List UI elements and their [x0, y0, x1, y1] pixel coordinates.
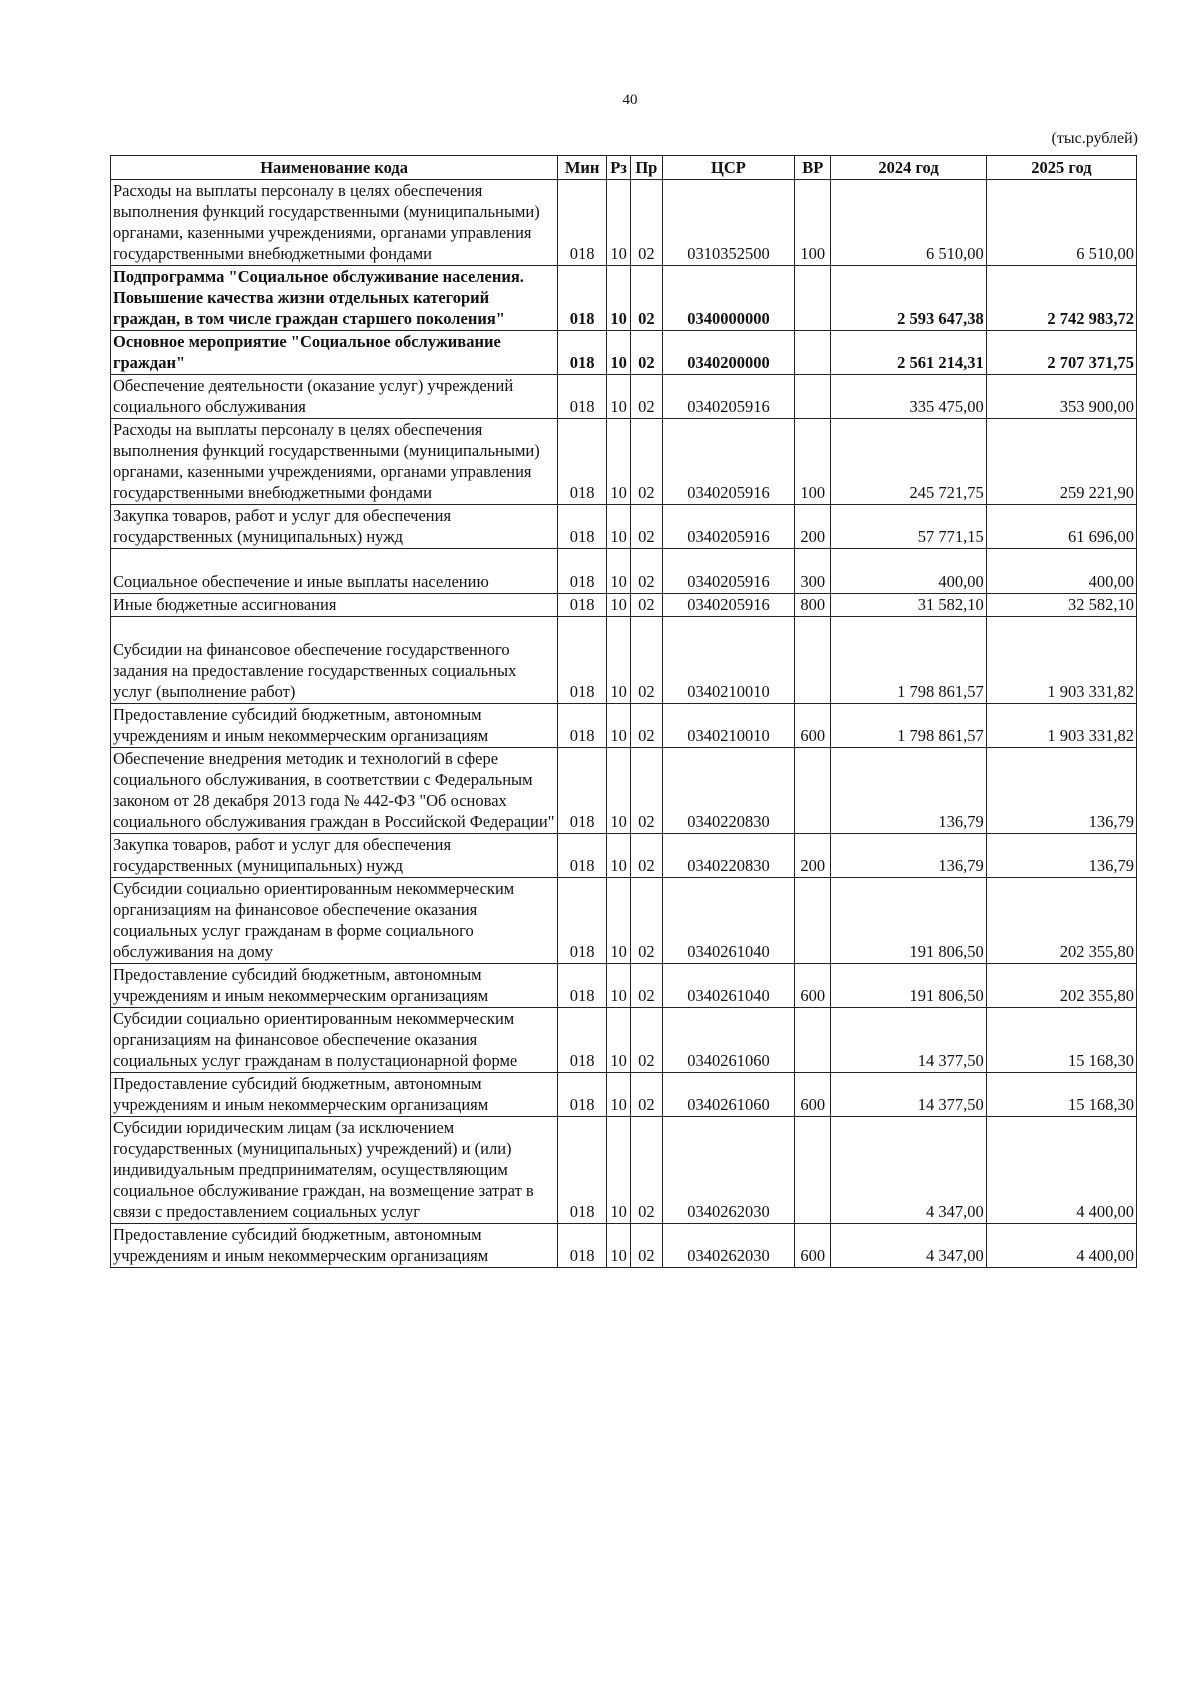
- cell-name: Субсидии социально ориентированным некоммерческим организациям на финансовое обеспечение оказания социальных услуг гражданам в полустационарной форме: [111, 1008, 558, 1073]
- cell-name: Расходы на выплаты персоналу в целях обеспечения выполнения функций государственными (муниципальными) органами, казенными учреждениями, органами управления государственными внебюджетными фондами: [111, 180, 558, 266]
- cell-min: 018: [558, 266, 607, 331]
- cell-rz: 10: [607, 419, 631, 505]
- table-row: [111, 180, 1137, 266]
- cell-2024: 136,79: [831, 748, 987, 834]
- cell-csr: 0340205916: [662, 549, 795, 594]
- cell-2025: 2 707 371,75: [986, 331, 1136, 375]
- table-row: [111, 594, 1137, 617]
- cell-pr: 02: [631, 964, 663, 1008]
- cell-name: Закупка товаров, работ и услуг для обеспечения государственных (муниципальных) нужд: [111, 834, 558, 878]
- cell-min: 018: [558, 617, 607, 704]
- cell-vr: 600: [795, 1224, 831, 1268]
- units-label: (тыс.рублей): [1051, 130, 1138, 147]
- header-rz: Рз: [607, 156, 631, 180]
- cell-name: Предоставление субсидий бюджетным, автономным учреждениям и иным некоммерческим организациям: [111, 964, 558, 1008]
- cell-2024: 191 806,50: [831, 878, 987, 964]
- cell-min: 018: [558, 834, 607, 878]
- cell-pr: 02: [631, 549, 663, 594]
- cell-csr: 0340205916: [662, 419, 795, 505]
- cell-csr: 0340261060: [662, 1008, 795, 1073]
- cell-name: Закупка товаров, работ и услуг для обеспечения государственных (муниципальных) нужд: [111, 505, 558, 549]
- cell-2024: 4 347,00: [831, 1224, 987, 1268]
- cell-2025: 1 903 331,82: [986, 617, 1136, 704]
- cell-vr: 200: [795, 834, 831, 878]
- cell-name: Предоставление субсидий бюджетным, автономным учреждениям и иным некоммерческим организациям: [111, 704, 558, 748]
- cell-2025: 15 168,30: [986, 1073, 1136, 1117]
- cell-min: 018: [558, 594, 607, 617]
- cell-vr: [795, 375, 831, 419]
- cell-csr: 0340200000: [662, 331, 795, 375]
- cell-name: Иные бюджетные ассигнования: [111, 594, 558, 617]
- cell-min: 018: [558, 505, 607, 549]
- cell-csr: 0340262030: [662, 1117, 795, 1224]
- cell-vr: 600: [795, 704, 831, 748]
- cell-min: 018: [558, 1073, 607, 1117]
- cell-2025: 15 168,30: [986, 1008, 1136, 1073]
- cell-2025: 1 903 331,82: [986, 704, 1136, 748]
- cell-csr: 0340205916: [662, 505, 795, 549]
- header-csr: ЦСР: [662, 156, 795, 180]
- cell-name: Субсидии на финансовое обеспечение государственного задания на предоставление государственных социальных услуг (выполнение работ): [111, 617, 558, 704]
- cell-rz: 10: [607, 331, 631, 375]
- cell-name: Предоставление субсидий бюджетным, автономным учреждениям и иным некоммерческим организациям: [111, 1224, 558, 1268]
- header-name: Наименование кода: [111, 156, 558, 180]
- cell-min: 018: [558, 878, 607, 964]
- cell-min: 018: [558, 375, 607, 419]
- cell-2024: 400,00: [831, 549, 987, 594]
- cell-2024: 136,79: [831, 834, 987, 878]
- table-header-row: [111, 156, 1137, 180]
- cell-csr: 0340261040: [662, 964, 795, 1008]
- cell-rz: 10: [607, 704, 631, 748]
- cell-csr: 0340261040: [662, 878, 795, 964]
- cell-vr: [795, 1117, 831, 1224]
- cell-rz: 10: [607, 617, 631, 704]
- cell-2025: 32 582,10: [986, 594, 1136, 617]
- cell-vr: 300: [795, 549, 831, 594]
- cell-min: 018: [558, 180, 607, 266]
- cell-pr: 02: [631, 1073, 663, 1117]
- cell-name: Социальное обеспечение и иные выплаты населению: [111, 549, 558, 594]
- cell-pr: 02: [631, 419, 663, 505]
- cell-min: 018: [558, 331, 607, 375]
- cell-csr: 0340262030: [662, 1224, 795, 1268]
- header-vr: ВР: [795, 156, 831, 180]
- cell-pr: 02: [631, 1224, 663, 1268]
- table-row: [111, 266, 1137, 331]
- cell-vr: 800: [795, 594, 831, 617]
- header-2025: 2025 год: [986, 156, 1136, 180]
- cell-2024: 31 582,10: [831, 594, 987, 617]
- cell-pr: 02: [631, 617, 663, 704]
- cell-pr: 02: [631, 1117, 663, 1224]
- cell-2025: 136,79: [986, 834, 1136, 878]
- cell-min: 018: [558, 1008, 607, 1073]
- cell-pr: 02: [631, 704, 663, 748]
- cell-csr: 0340210010: [662, 704, 795, 748]
- cell-name: Подпрограмма "Социальное обслуживание населения. Повышение качества жизни отдельных категорий граждан, в том числе граждан старшего поколения": [111, 266, 558, 331]
- cell-min: 018: [558, 419, 607, 505]
- cell-rz: 10: [607, 964, 631, 1008]
- cell-2025: 6 510,00: [986, 180, 1136, 266]
- cell-rz: 10: [607, 266, 631, 331]
- cell-min: 018: [558, 704, 607, 748]
- cell-csr: 0340210010: [662, 617, 795, 704]
- table-row: [111, 331, 1137, 375]
- cell-pr: 02: [631, 331, 663, 375]
- table-row: [111, 748, 1137, 834]
- cell-2024: 14 377,50: [831, 1073, 987, 1117]
- cell-csr: 0340205916: [662, 375, 795, 419]
- cell-pr: 02: [631, 266, 663, 331]
- cell-2024: 2 561 214,31: [831, 331, 987, 375]
- cell-min: 018: [558, 964, 607, 1008]
- header-min: Мин: [558, 156, 607, 180]
- cell-2024: 1 798 861,57: [831, 704, 987, 748]
- table-row: [111, 549, 1137, 594]
- cell-2025: 400,00: [986, 549, 1136, 594]
- table-row: [111, 1117, 1137, 1224]
- table-row: [111, 375, 1137, 419]
- table-row: [111, 1073, 1137, 1117]
- cell-csr: 0340220830: [662, 748, 795, 834]
- cell-csr: 0340000000: [662, 266, 795, 331]
- cell-name: Основное мероприятие "Социальное обслуживание граждан": [111, 331, 558, 375]
- cell-2024: 335 475,00: [831, 375, 987, 419]
- cell-vr: [795, 266, 831, 331]
- cell-2025: 202 355,80: [986, 964, 1136, 1008]
- cell-csr: 0340261060: [662, 1073, 795, 1117]
- cell-rz: 10: [607, 834, 631, 878]
- cell-2024: 14 377,50: [831, 1008, 987, 1073]
- budget-table: [110, 155, 1137, 1268]
- cell-rz: 10: [607, 1073, 631, 1117]
- cell-2024: 6 510,00: [831, 180, 987, 266]
- cell-2025: 202 355,80: [986, 878, 1136, 964]
- table-row: [111, 617, 1137, 704]
- cell-2025: 136,79: [986, 748, 1136, 834]
- table-row: [111, 704, 1137, 748]
- table-row: [111, 1224, 1137, 1268]
- cell-vr: [795, 878, 831, 964]
- cell-rz: 10: [607, 1224, 631, 1268]
- table-row: [111, 419, 1137, 505]
- table-row: [111, 834, 1137, 878]
- cell-2024: 2 593 647,38: [831, 266, 987, 331]
- cell-min: 018: [558, 1117, 607, 1224]
- cell-vr: 200: [795, 505, 831, 549]
- cell-rz: 10: [607, 748, 631, 834]
- cell-2025: 4 400,00: [986, 1117, 1136, 1224]
- cell-2024: 57 771,15: [831, 505, 987, 549]
- cell-csr: 0340205916: [662, 594, 795, 617]
- cell-csr: 0340220830: [662, 834, 795, 878]
- cell-2025: 61 696,00: [986, 505, 1136, 549]
- cell-vr: [795, 331, 831, 375]
- table-row: [111, 878, 1137, 964]
- cell-name: Предоставление субсидий бюджетным, автономным учреждениям и иным некоммерческим организациям: [111, 1073, 558, 1117]
- cell-2024: 191 806,50: [831, 964, 987, 1008]
- header-pr: Пр: [631, 156, 663, 180]
- cell-rz: 10: [607, 878, 631, 964]
- cell-pr: 02: [631, 375, 663, 419]
- cell-pr: 02: [631, 748, 663, 834]
- cell-rz: 10: [607, 1117, 631, 1224]
- cell-2025: 259 221,90: [986, 419, 1136, 505]
- cell-vr: [795, 1008, 831, 1073]
- cell-rz: 10: [607, 375, 631, 419]
- cell-pr: 02: [631, 594, 663, 617]
- cell-name: Расходы на выплаты персоналу в целях обеспечения выполнения функций государственными (муниципальными) органами, казенными учреждениями, органами управления государственными внебюджетными фондами: [111, 419, 558, 505]
- cell-2025: 2 742 983,72: [986, 266, 1136, 331]
- page-number: 40: [622, 92, 638, 108]
- cell-vr: 100: [795, 419, 831, 505]
- cell-name: Обеспечение внедрения методик и технологий в сфере социального обслуживания, в соответствии с Федеральным законом от 28 декабря 2013 года № 442-ФЗ "Об основах социального обслуживания граждан в Российской Федерации": [111, 748, 558, 834]
- cell-2024: 1 798 861,57: [831, 617, 987, 704]
- cell-name: Обеспечение деятельности (оказание услуг) учреждений социального обслуживания: [111, 375, 558, 419]
- cell-pr: 02: [631, 180, 663, 266]
- table-row: [111, 964, 1137, 1008]
- table-row: [111, 1008, 1137, 1073]
- cell-min: 018: [558, 748, 607, 834]
- cell-csr: 0310352500: [662, 180, 795, 266]
- cell-vr: [795, 748, 831, 834]
- cell-rz: 10: [607, 1008, 631, 1073]
- cell-2024: 4 347,00: [831, 1117, 987, 1224]
- cell-vr: 100: [795, 180, 831, 266]
- table-row: [111, 505, 1137, 549]
- table-body: [111, 180, 1137, 1268]
- cell-pr: 02: [631, 878, 663, 964]
- cell-2025: 4 400,00: [986, 1224, 1136, 1268]
- cell-min: 018: [558, 1224, 607, 1268]
- cell-name: Субсидии социально ориентированным некоммерческим организациям на финансовое обеспечение оказания социальных услуг гражданам в форме социального обслуживания на дому: [111, 878, 558, 964]
- cell-pr: 02: [631, 1008, 663, 1073]
- cell-rz: 10: [607, 505, 631, 549]
- cell-min: 018: [558, 549, 607, 594]
- cell-2024: 245 721,75: [831, 419, 987, 505]
- cell-2025: 353 900,00: [986, 375, 1136, 419]
- cell-pr: 02: [631, 834, 663, 878]
- header-2024: 2024 год: [831, 156, 987, 180]
- cell-vr: [795, 617, 831, 704]
- cell-vr: 600: [795, 964, 831, 1008]
- cell-rz: 10: [607, 594, 631, 617]
- cell-name: Субсидии юридическим лицам (за исключением государственных (муниципальных) учреждений) и (или) индивидуальным предпринимателям, осуществляющим социальное обслуживание граждан, на возмещение затрат в связи с предоставлением социальных услуг: [111, 1117, 558, 1224]
- cell-rz: 10: [607, 180, 631, 266]
- cell-pr: 02: [631, 505, 663, 549]
- cell-rz: 10: [607, 549, 631, 594]
- cell-vr: 600: [795, 1073, 831, 1117]
